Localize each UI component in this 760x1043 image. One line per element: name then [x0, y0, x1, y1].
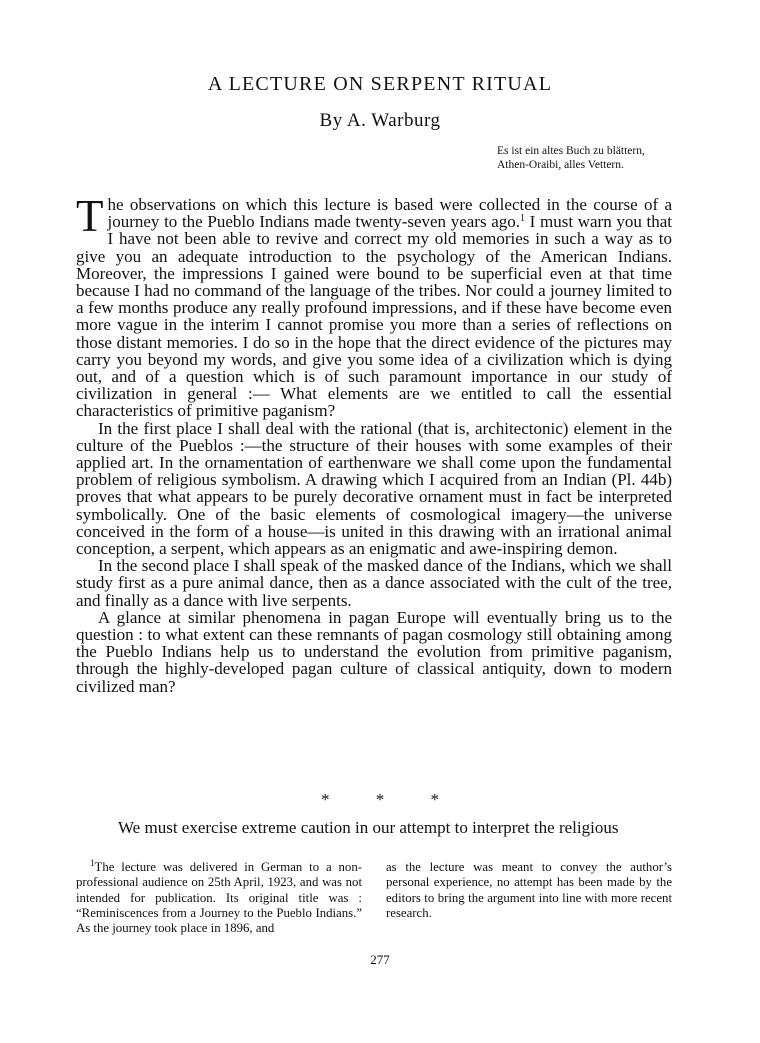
paragraph-1-opening: he observations on which this lecture is based were collected in the course of a journey to the Pueblo Indians made twenty-seven years ago. [107, 195, 672, 232]
footnote-text-right: as the lecture was meant to convey the author’s personal experience, no attempt has been made by the editors to bring the argument into line with more recent research. [386, 860, 672, 920]
section-separator: * * * [321, 790, 439, 809]
footnote-column-left [76, 860, 362, 936]
drop-cap: T [76, 191, 104, 241]
paragraph-5: We must exercise extreme caution in our attempt to interpret the religious [118, 818, 619, 837]
article-body [76, 191, 672, 696]
footnote-marker: 1 [90, 858, 95, 868]
paragraph-1 [76, 191, 672, 421]
footnote-column-right [386, 860, 672, 921]
paragraph-3: In the second place I shall speak of the masked dance of the Indians, which we shall study first as a pure animal dance, then as a dance associated with the cult of the tree, and finally as a dance with live serpents. [76, 556, 672, 610]
epigraph [497, 144, 697, 172]
paragraph-1-rest: I must warn you that I have not been able to revive and correct my old memories in such a way as to give you an adequate introduction to the psychology of the American Indians. Moreover, the impressions I gained were bound to be superficial even at that time because I had no command of the language of the tribes. Nor could a journey limited to a few months produce any really profound impressions, and if these have become even more vague in the interim I cannot promise you more than a series of reflections on those distant memories. I do so in the hope that the direct evidence of the pictures may carry you beyond my words, and give you some idea of a civilization which is dying out, and of a question which is of such paramount importance in our study of civilization in general :— What elements are we entitled to call the essential characteristics of primitive paganism? [76, 212, 672, 421]
article-title: A LECTURE ON SERPENT RITUAL [207, 73, 553, 95]
page-number: 277 [370, 952, 390, 967]
article-author: By A. Warburg [319, 110, 441, 131]
epigraph-line-1: Es ist ein altes Buch zu blättern, [497, 145, 645, 157]
paragraph-2: In the first place I shall deal with the rational (that is, architectonic) element in the culture of the Pueblos :—the structure of their houses with some examples of their applied art. In the ornamentation of earthenware we shall come upon the fundamental problem of religious symbolism. A drawing which I acquired from an Indian (Pl. 44b) proves that what appears to be purely decorative ornament must in fact be interpreted symbolically. One of the basic elements of cosmological imagery—the universe conceived in the form of a house—is united in this drawing with an irrational animal conception, a serpent, which appears as an enigmatic and awe-inspiring demon. [76, 418, 672, 559]
paragraph-4: A glance at similar phenomena in pagan Europe will eventually bring us to the question : to what extent can these remnants of pagan cosmology still obtaining among the Pueblo Indians help us to understand the evolution from primitive paganism, through the highly-developed pagan culture of classical antiquity, down to modern civilized man? [76, 607, 672, 696]
footnote-reference[interactable]: 1 [520, 213, 526, 225]
footnote-text-left: The lecture was delivered in German to a non-professional audience on 25th April, 1923, and was not intended for publication. Its original title was : “Reminiscences from a Journey to the Pueblo Indians.” As the journey took place in 1896, and [76, 860, 362, 936]
epigraph-line-2: Athen-Oraibi, alles Vettern. [497, 159, 624, 171]
